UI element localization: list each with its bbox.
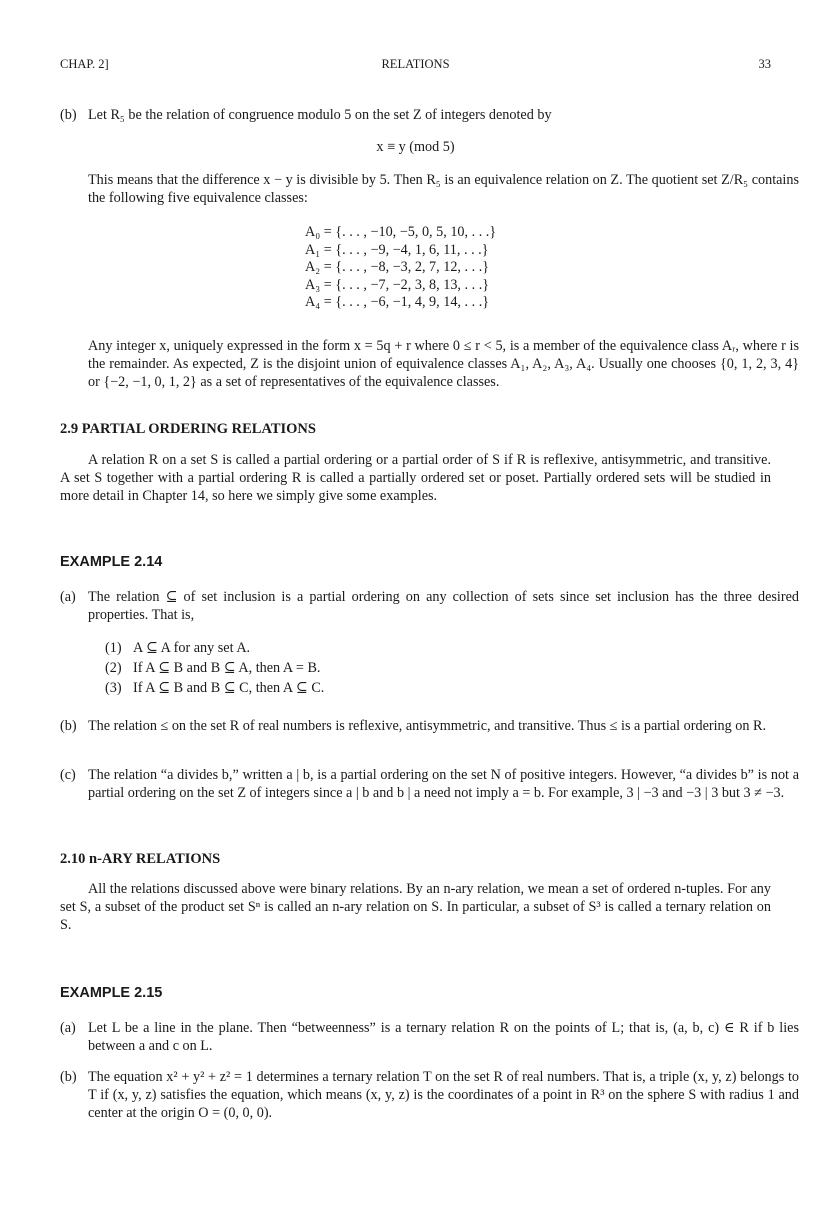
congruence-display: x ≡ y (mod 5) — [376, 139, 455, 155]
page-number: 33 — [758, 57, 771, 71]
section-2-10-heading: 2.10 n-ARY RELATIONS — [60, 851, 221, 867]
ex215-a-label: (a) — [60, 1020, 76, 1036]
running-title: RELATIONS — [381, 57, 450, 71]
list-item: (3) If A ⊆ B and B ⊆ C, then A ⊆ C. — [105, 680, 325, 696]
list-item: (1) A ⊆ A for any set A. — [105, 640, 251, 656]
ex214-a-paragraph — [60, 588, 799, 624]
chapter-label: CHAP. 2] — [60, 57, 109, 71]
section-2-9-heading: 2.9 PARTIAL ORDERING RELATIONS — [60, 421, 316, 437]
class-line: A₂ = {. . . , −8, −3, 2, 7, 12, . . .} — [305, 259, 490, 275]
ex215-b-label: (b) — [60, 1069, 77, 1085]
class-line: A₃ = {. . . , −7, −2, 3, 8, 13, . . .} — [305, 276, 490, 293]
section-2-10-paragraph: All the relations discussed above were binary relations. By an n-ary relation, we mean a set of ordered n-tuples. For any set S, a subset of the product set Sⁿ is called an n-ary relation on S. In particular, a subset of S³ is called a ternary relation on S. — [60, 881, 771, 933]
ex214-c-label: (c) — [60, 767, 76, 783]
ex215-b-text: The equation x² + y² + z² = 1 determines a ternary relation T on the set R of real numbers. That is, a triple (x, y, z) belongs to T if (x, y, z) satisfies the equation, which means (x, y, z) is the coordinates of a point in R³ on the sphere S with radius 1 and center at the origin O = (0, 0, 0). — [88, 1069, 799, 1121]
any-integer-paragraph: Any integer x, uniquely expressed in the form x = 5q + r where 0 ≤ r < 5, is a member of the equivalence class Aᵣ, where r is the remainder. As expected, Z is the disjoint union of equivalence classes A₁, A₂, A₃, A₄. Usually one chooses {0, 1, 2, 3, 4} or {−2, −1, 0, 1, 2} as a set of representatives of the equivalence classes. — [88, 338, 799, 390]
ex214-c-paragraph — [60, 766, 799, 802]
equivalence-classes — [305, 224, 496, 312]
part-b-label: (b) — [60, 107, 77, 123]
example-2-14-heading: EXAMPLE 2.14 — [60, 554, 163, 570]
ex214-b-paragraph — [60, 717, 799, 735]
example-2-15-heading: EXAMPLE 2.15 — [60, 985, 163, 1001]
section-2-9-paragraph: A relation R on a set S is called a partial ordering or a partial order of S if R is reflexive, antisymmetric, and transitive. A set S together with a partial ordering R is called a partially ordered set or poset. Partially ordered sets will be studied in more detail in Chapter 14, so here we simply give some examples. — [60, 452, 771, 504]
list-item: (2) If A ⊆ B and B ⊆ A, then A = B. — [105, 660, 321, 676]
class-line: A₄ = {. . . , −6, −1, 4, 9, 14, . . .} — [305, 294, 490, 310]
part-b-text: Let R₅ be the relation of congruence modulo 5 on the set Z of integers denoted by — [88, 107, 552, 123]
class-line: A₁ = {. . . , −9, −4, 1, 6, 11, . . .} — [305, 241, 489, 258]
ex214-c-text: The relation “a divides b,” written a | b, is a partial ordering on the set N of positive integers. However, “a divides b” is not a partial ordering on the set Z of integers since a | b and b | a need not imply a = b. For example, 3 | −3 and −3 | 3 but 3 ≠ −3. — [88, 767, 799, 801]
ex214-b-text: The relation ≤ on the set R of real numbers is reflexive, antisymmetric, and transitive. Thus ≤ is a partial ordering on R. — [88, 718, 767, 734]
meaning-paragraph: This means that the difference x − y is divisible by 5. Then R₅ is an equivalence relation on Z. The quotient set Z/R₅ contains the following five equivalence classes: — [88, 172, 799, 206]
ex215-a-paragraph — [60, 1019, 799, 1055]
ex215-a-text: Let L be a line in the plane. Then “betweenness” is a ternary relation R on the points of L; that is, (a, b, c) ∈ R if b lies between a and c on L. — [88, 1020, 799, 1054]
ex214-a-label: (a) — [60, 589, 76, 605]
ex214-a-text: The relation ⊆ of set inclusion is a partial ordering on any collection of sets since set inclusion has the three desired properties. That is, — [88, 589, 799, 623]
ex215-b-paragraph — [60, 1068, 799, 1122]
ex214-a-list — [105, 638, 324, 698]
class-line: A₀ = {. . . , −10, −5, 0, 5, 10, . . .} — [305, 224, 497, 240]
ex214-b-label: (b) — [60, 718, 77, 734]
part-b-paragraph — [60, 106, 799, 124]
